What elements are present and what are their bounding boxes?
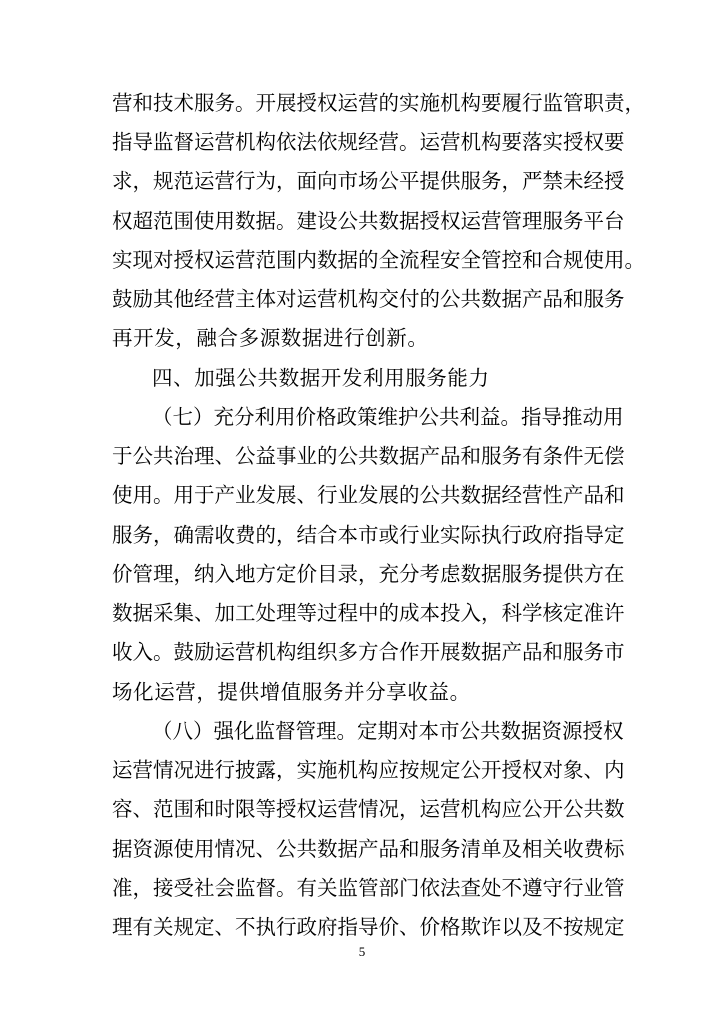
text-line: 使用。用于产业发展、行业发展的公共数据经营性产品和: [112, 483, 625, 507]
paragraph-first-line: （八）强化监督管理。定期对本市公共数据资源授权: [152, 719, 624, 743]
text-line: 数据采集、加工处理等过程中的成本投入，科学核定准许: [112, 601, 625, 625]
paragraph-last-line: 场化运营，提供增值服务并分享收益。: [112, 680, 471, 704]
text-line: 求，规范运营行为，面向市场公平提供服务，严禁未经授: [112, 169, 625, 193]
text-line: 价管理，纳入地方定价目录，充分考虑数据服务提供方在: [112, 562, 625, 586]
text-line: 指导监督运营机构依法依规经营。运营机构要落实授权要: [112, 130, 625, 154]
text-line: 容、范围和时限等授权运营情况，运营机构应公开公共数: [112, 797, 625, 821]
text-line: 实现对授权运营范围内数据的全流程安全管控和合规使用。: [112, 248, 645, 272]
section-heading: 四、加强公共数据开发利用服务能力: [152, 366, 490, 390]
text-line: 运营情况进行披露，实施机构应按规定公开授权对象、内: [112, 758, 625, 782]
text-line: 理有关规定、不执行政府指导价、价格欺诈以及不按规定: [112, 915, 625, 939]
text-line: 于公共治理、公益事业的公共数据产品和服务有条件无偿: [112, 444, 625, 468]
paragraph-first-line: （七）充分利用价格政策维护公共利益。指导推动用: [152, 405, 624, 429]
text-line: 据资源使用情况、公共数据产品和服务清单及相关收费标: [112, 837, 625, 861]
text-line: 权超范围使用数据。建设公共数据授权运营管理服务平台: [112, 209, 625, 233]
text-line: 准，接受社会监督。有关监管部门依法查处不遵守行业管: [112, 876, 625, 900]
text-line: 收入。鼓励运营机构组织多方合作开展数据产品和服务市: [112, 640, 625, 664]
text-line: 鼓励其他经营主体对运营机构交付的公共数据产品和服务: [112, 287, 625, 311]
paragraph-last-line: 再开发，融合多源数据进行创新。: [112, 326, 429, 350]
page-number: 5: [358, 944, 366, 959]
text-line: 服务，确需收费的，结合本市或行业实际执行政府指导定: [112, 523, 625, 547]
text-line: 营和技术服务。开展授权运营的实施机构要履行监管职责，: [112, 91, 645, 115]
